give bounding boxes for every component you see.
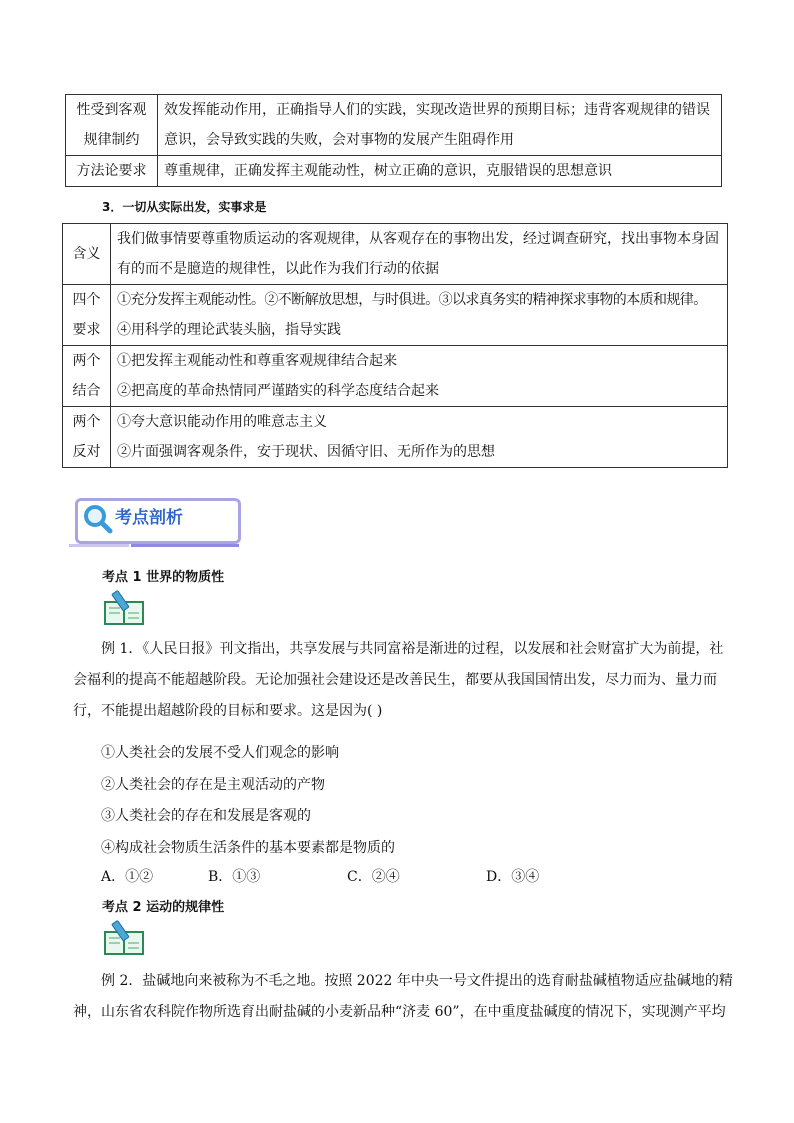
answer-choice-d: D．③④ — [486, 869, 540, 885]
row-label: 两个 结合 — [63, 346, 111, 407]
kaodian-heading: 考点 2 运动的规律性 — [102, 900, 225, 915]
row-text: ①把发挥主观能动性和尊重客观规律结合起来 ②把高度的革命热情同严谨踏实的科学态度结合起来 — [111, 346, 728, 407]
banner-title: 考点剖析 — [115, 508, 183, 528]
option-item: ②人类社会的存在是主观活动的产物 — [101, 776, 325, 793]
row-text: 尊重规律，正确发挥主观能动性，树立正确的意识，克服错误的思想意识 — [158, 156, 722, 187]
option-item: ③人类社会的存在和发展是客观的 — [101, 808, 311, 824]
banner-underline — [69, 544, 129, 547]
example-question: 例 1．《人民日报》刊文指出，共享发展与共同富裕是渐进的过程，以发展和社会财富扩大为前提，社 会福利的提高不能超越阶段。无论加强社会建设还是改善民生，都要从我国国情出发，尽力而为、量力而 行，不能提出超越阶段的目标和要求。这是因为( ) — [73, 641, 724, 719]
table-row — [63, 346, 728, 407]
table-row — [63, 407, 728, 468]
row-text: ①充分发挥主观能动性。②不断解放思想，与时俱进。③以求真务实的精神探求事物的本质和规律。 ④用科学的理论武装头脑，指导实践 — [111, 285, 728, 346]
row-label: 方法论要求 — [66, 156, 158, 187]
kaodian-heading: 考点 1 世界的物质性 — [102, 570, 225, 585]
book-pencil-icon — [103, 920, 145, 956]
row-label: 性受到客观 规律制约 — [66, 95, 158, 156]
table-practice-constraint — [65, 94, 722, 187]
table-seek-truth — [62, 223, 728, 468]
table-row — [66, 156, 722, 187]
row-label: 两个 反对 — [63, 407, 111, 468]
table-row — [63, 224, 728, 285]
row-label: 含义 — [63, 224, 111, 285]
option-item: ①人类社会的发展不受人们观念的影响 — [101, 745, 339, 761]
option-item: ④构成社会物质生活条件的基本要素都是物质的 — [101, 839, 395, 856]
answer-choice-b: B．①③ — [208, 869, 261, 885]
magnifier-icon — [83, 504, 113, 534]
banner-underline-accent — [131, 544, 239, 547]
answer-choice-c: C．②④ — [347, 869, 400, 885]
section-banner — [69, 494, 245, 548]
table-row — [66, 95, 722, 156]
row-label: 四个 要求 — [63, 285, 111, 346]
example-question: 例 2．盐碱地向来被称为不毛之地。按照 2022 年中央一号文件提出的选育耐盐碱植物适应盐碱地的精 神，山东省农科院作物所选育出耐盐碱的小麦新品种“济麦 60”，在中重度盐碱度的情况下，实现测产平均 — [73, 973, 733, 1020]
section-heading: 3．一切从实际出发，实事求是 — [102, 200, 267, 214]
row-text: 效发挥能动作用，正确指导人们的实践，实现改造世界的预期目标；违背客观规律的错误 意识，会导致实践的失败，会对事物的发展产生阻碍作用 — [158, 95, 722, 156]
row-text: ①夸大意识能动作用的唯意志主义 ②片面强调客观条件，安于现状、因循守旧、无所作为的思想 — [111, 407, 728, 468]
example-options — [101, 738, 395, 864]
answer-choice-a: A．①② — [101, 869, 154, 885]
row-text: 我们做事情要尊重物质运动的客观规律，从客观存在的事物出发，经过调查研究，找出事物本身固 有的而不是臆造的规律性，以此作为我们行动的依据 — [111, 224, 728, 285]
book-pencil-icon — [103, 590, 145, 626]
table-row — [63, 285, 728, 346]
